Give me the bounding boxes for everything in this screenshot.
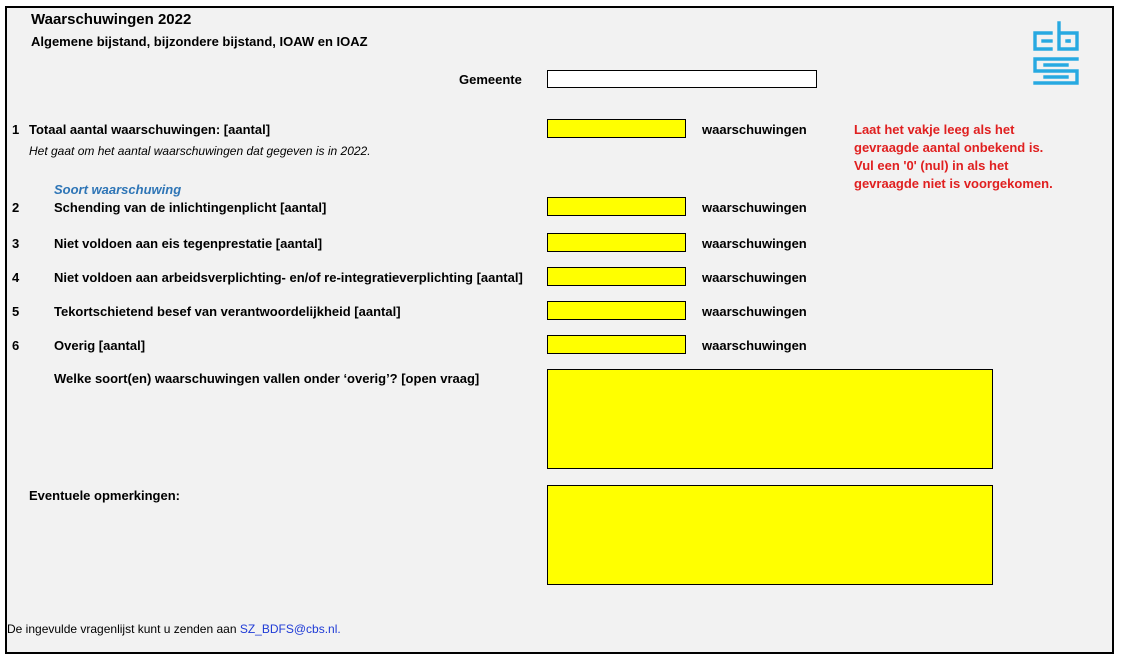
total-warnings-input[interactable] bbox=[547, 119, 686, 138]
instruction-line: Vul een '0' (nul) in als het bbox=[854, 158, 1009, 173]
question-label: Tekortschietend besef van verantwoordelijkheid [aantal] bbox=[54, 304, 401, 319]
remarks-textarea[interactable] bbox=[547, 485, 993, 585]
gemeente-input[interactable] bbox=[547, 70, 817, 88]
question-note: Het gaat om het aantal waarschuwingen dat gegeven is in 2022. bbox=[29, 144, 371, 158]
unit-label: waarschuwingen bbox=[702, 236, 807, 251]
arbeidsverplichting-input[interactable] bbox=[547, 267, 686, 286]
unit-label: waarschuwingen bbox=[702, 200, 807, 215]
question-label: Overig [aantal] bbox=[54, 338, 146, 353]
unit-label: waarschuwingen bbox=[702, 122, 807, 137]
overig-input[interactable] bbox=[547, 335, 686, 354]
question-number: 1 bbox=[12, 122, 20, 137]
instruction-line: Laat het vakje leeg als het bbox=[854, 122, 1015, 137]
instruction-line: gevraagde aantal onbekend is. bbox=[854, 140, 1044, 155]
unit-label: waarschuwingen bbox=[702, 304, 807, 319]
question-number: 6 bbox=[12, 338, 20, 353]
cbs-logo-icon bbox=[1031, 19, 1081, 87]
question-label: Niet voldoen aan eis tegenprestatie [aantal] bbox=[54, 236, 323, 251]
tegenprestatie-input[interactable] bbox=[547, 233, 686, 252]
open-question-label: Welke soort(en) waarschuwingen vallen onder ‘overig’? [open vraag] bbox=[54, 371, 480, 386]
gemeente-label: Gemeente bbox=[459, 72, 522, 87]
email-link[interactable]: SZ_BDFS@cbs.nl. bbox=[239, 622, 341, 636]
remarks-label: Eventuele opmerkingen: bbox=[29, 488, 180, 503]
question-number: 5 bbox=[12, 304, 20, 319]
verantwoordelijkheid-input[interactable] bbox=[547, 301, 686, 320]
question-label: Totaal aantal waarschuwingen: [aantal] bbox=[29, 122, 271, 137]
footer bbox=[7, 622, 341, 636]
instruction-text bbox=[854, 121, 1053, 193]
inlichtingenplicht-input[interactable] bbox=[547, 197, 686, 216]
question-number: 2 bbox=[12, 200, 20, 215]
unit-label: waarschuwingen bbox=[702, 270, 807, 285]
overig-open-textarea[interactable] bbox=[547, 369, 993, 469]
question-number: 4 bbox=[12, 270, 20, 285]
footer-text: De ingevulde vragenlijst kunt u zenden aan bbox=[7, 622, 240, 636]
unit-label: waarschuwingen bbox=[702, 338, 807, 353]
page-subtitle: Algemene bijstand, bijzondere bijstand, IOAW en IOAZ bbox=[31, 34, 368, 49]
form-sheet bbox=[5, 6, 1114, 654]
question-number: 3 bbox=[12, 236, 20, 251]
page-title: Waarschuwingen 2022 bbox=[31, 11, 192, 28]
question-label: Schending van de inlichtingenplicht [aantal] bbox=[54, 200, 327, 215]
question-label: Niet voldoen aan arbeidsverplichting- en/of re-integratieverplichting [aantal] bbox=[54, 270, 523, 285]
section-heading: Soort waarschuwing bbox=[54, 182, 182, 197]
instruction-line: gevraagde niet is voorgekomen. bbox=[854, 176, 1053, 191]
